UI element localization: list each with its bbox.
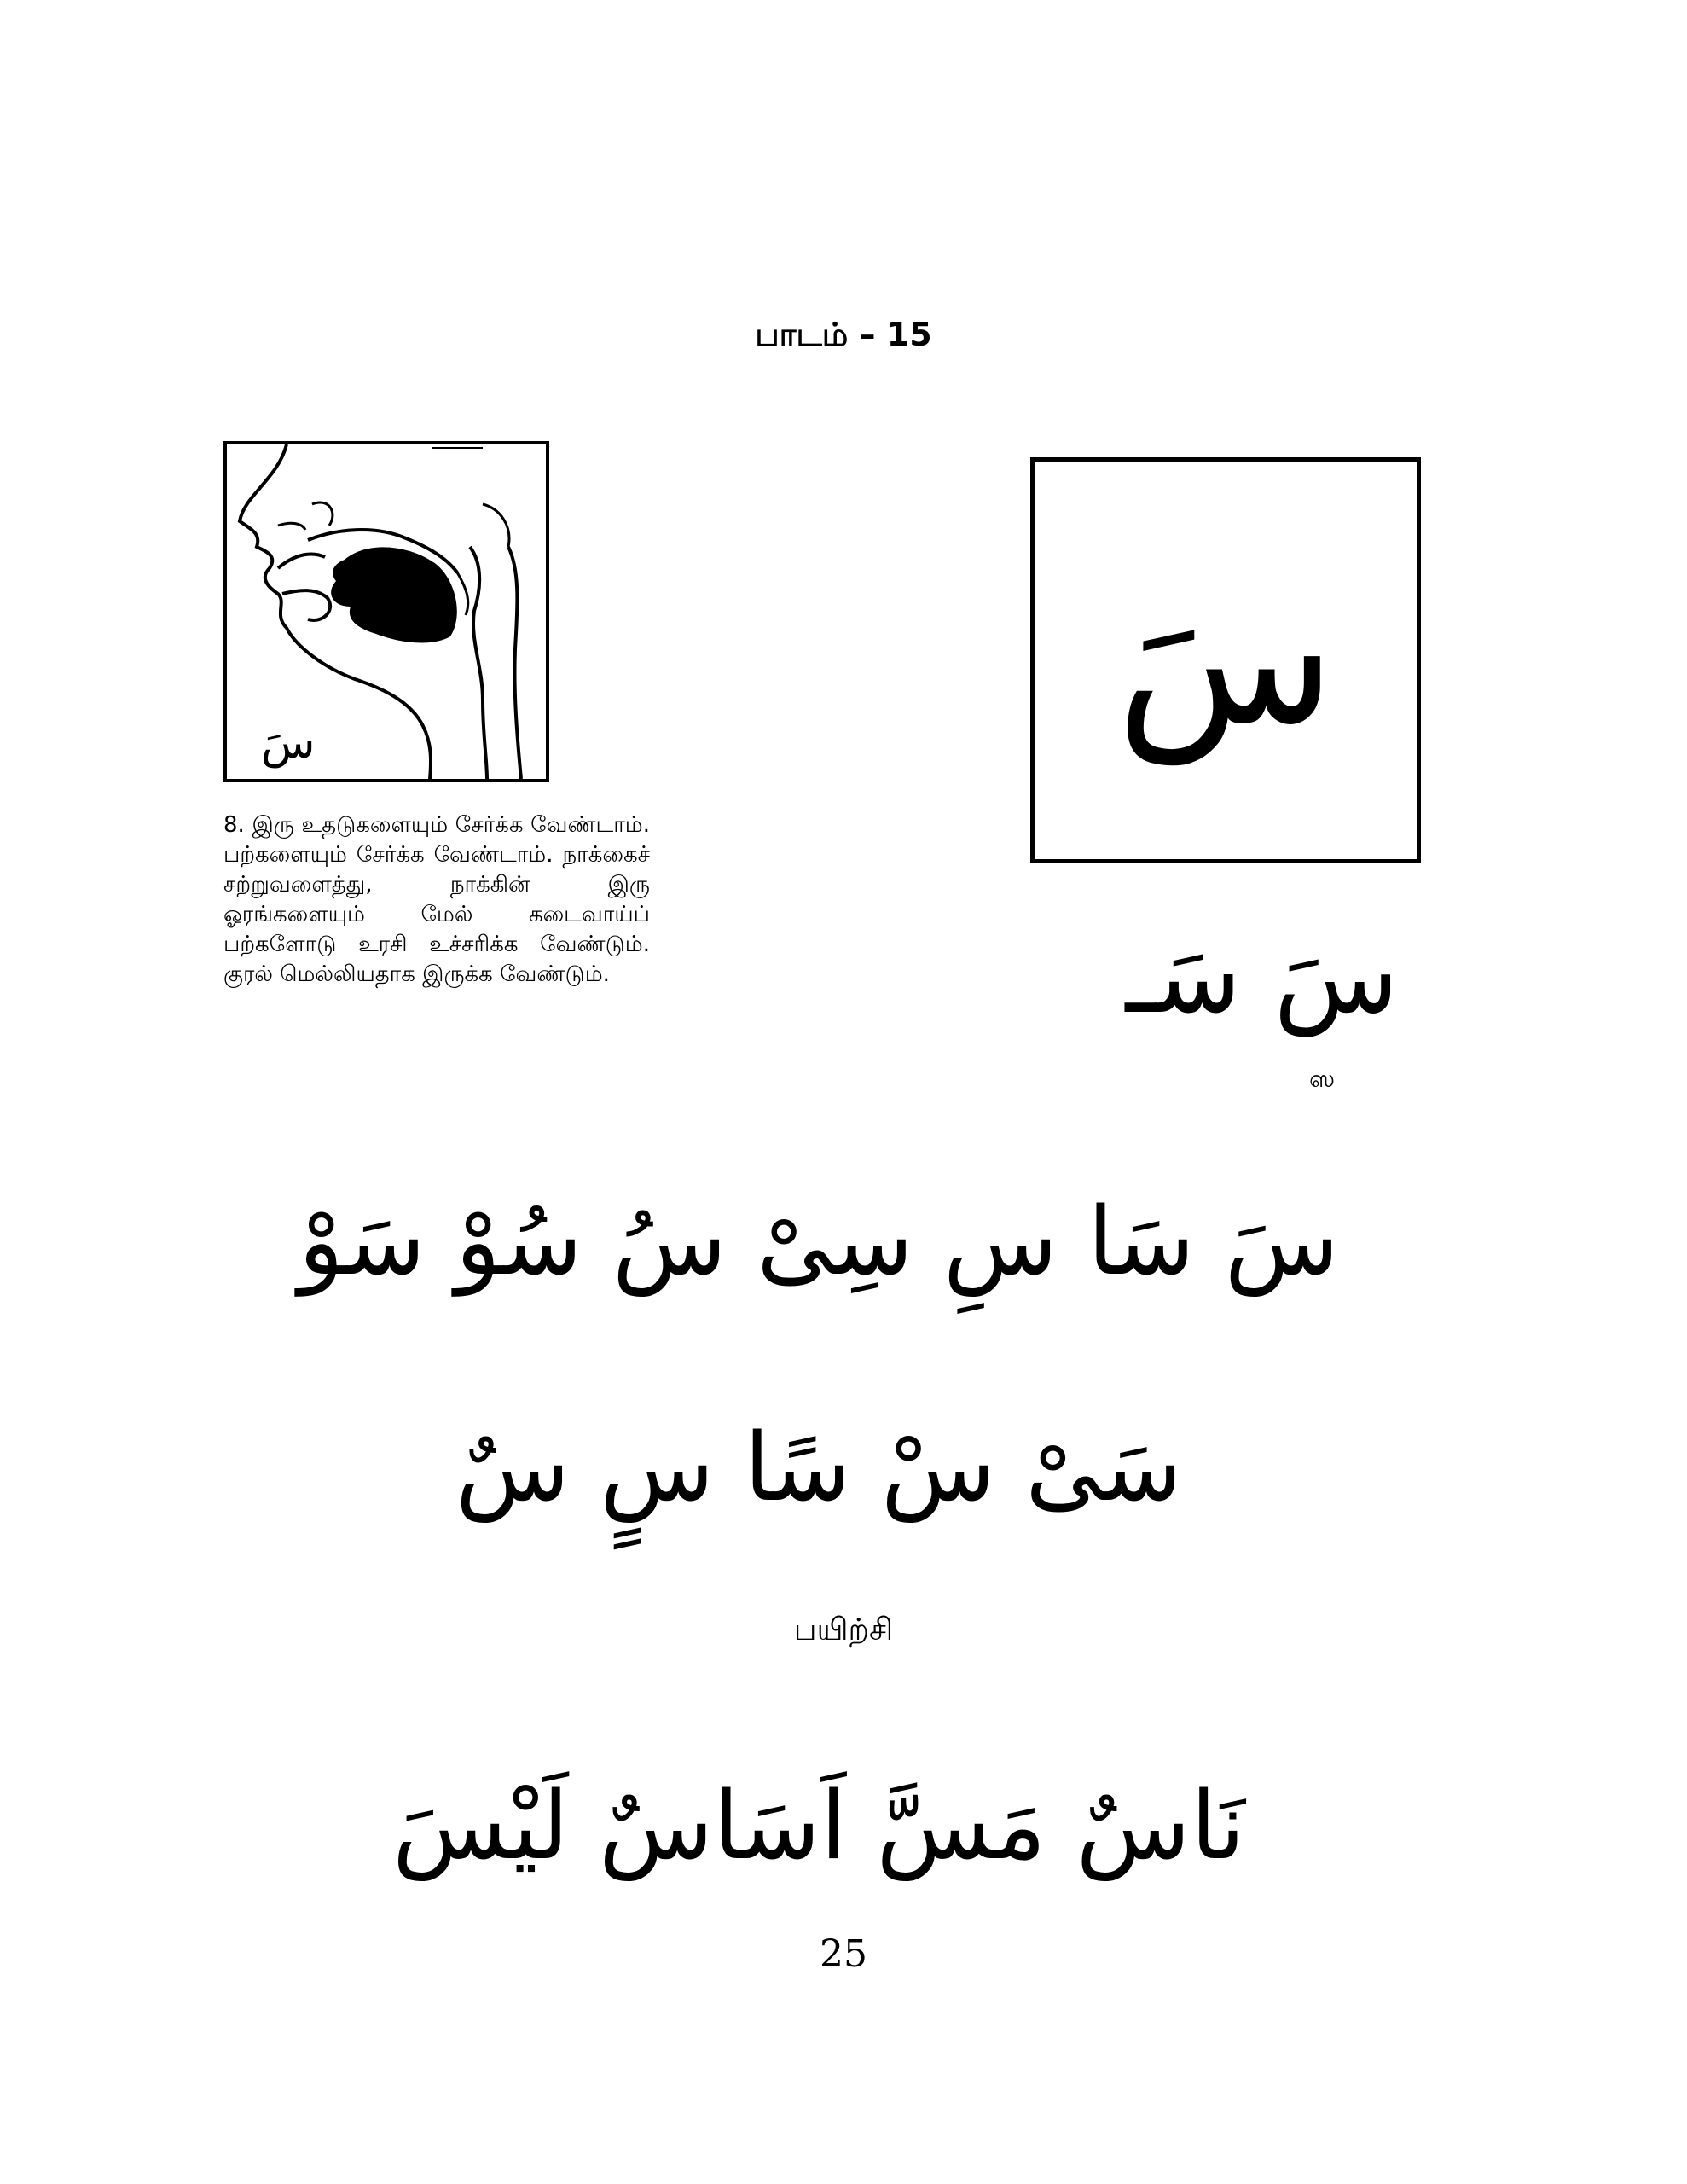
letter-forms: سَ سَـ <box>1125 918 1399 1037</box>
main-letter-box <box>1030 457 1421 863</box>
diagram-letter-label: سَ <box>261 717 316 769</box>
practice-words: نَاسٌ مَسَّ اَسَاسٌ لَيْسَ <box>392 1771 1245 1880</box>
page-number: 25 <box>820 1932 867 1976</box>
practice-label: பயிற்சி <box>793 1612 894 1647</box>
lesson-title: பாடம் – 15 <box>755 316 932 353</box>
tamil-equivalent: ஸ <box>1308 1065 1336 1093</box>
pronunciation-instruction: 8. இரு உதடுகளையும் சேர்க்க வேண்டாம். பற்களையும் சேர்க்க வேண்டாம். நாக்கைச் சற்றுவளைத்து, நாக்கின் இரு ஓரங்களையும் மேல் கடைவாய்ப் பற்களோடு உரசி உச்சரிக்க வேண்டும். குரல் மெல்லியதாக இருக்க வேண்டும். <box>223 812 650 987</box>
mouth-diagram <box>223 441 549 782</box>
vowel-row-1: سَ سَا سِ سِیْ سُ سُوْ سَوْ <box>298 1187 1340 1296</box>
main-letter: سَ <box>1116 555 1336 764</box>
vowel-row-2: سَیْ سْ سًا سٍ سٌ <box>455 1413 1183 1522</box>
